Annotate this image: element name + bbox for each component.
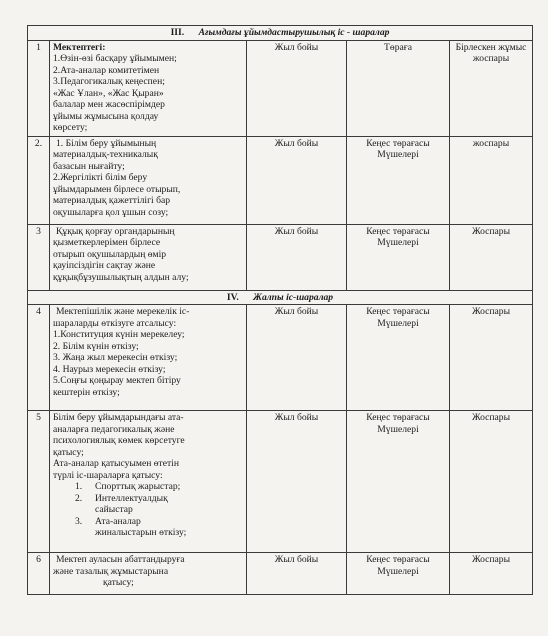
activity-line: қауіпсіздігін сақтау және <box>53 260 156 271</box>
activity-line: Құқық қорғау органдарының <box>56 225 175 237</box>
row-number: 5 <box>28 411 50 553</box>
table-row <box>28 305 533 411</box>
activity-line: 2. Білім күнін өткізу; <box>53 340 139 352</box>
note-cell: Жоспары <box>450 305 533 411</box>
responsible-line: Кеңес төрағасы <box>366 554 430 565</box>
list-item-text: жиналыстарын өткізу; <box>95 527 187 538</box>
responsible-line: Кеңес төрағасы <box>366 137 430 149</box>
activity-line: базасын нығайту; <box>53 160 125 172</box>
participation-list <box>53 481 243 539</box>
section-number: III. <box>170 27 185 38</box>
activity-line: аналарға педагогикалық және <box>53 423 175 435</box>
responsible-line: Мүшелері <box>377 423 419 435</box>
time-cell: Жыл бойы <box>247 305 347 411</box>
activity-line: түрлі іс-шараларға қатысу: <box>53 469 163 481</box>
note-cell: Жоспары <box>450 411 533 553</box>
activity-line: 1. Білім беру ұйымының <box>56 137 157 149</box>
note-line: Бірлескен жұмыс <box>455 41 527 53</box>
responsible-line: Мүшелері <box>377 149 419 160</box>
responsible-line: Кеңес төрағасы <box>366 225 430 237</box>
responsible-line: Кеңес төрағасы <box>366 306 430 317</box>
time-cell: Жыл бойы <box>247 224 347 290</box>
section-header-iii <box>28 26 533 41</box>
activity-line: Мектепішілік және мерекелік іс- <box>56 306 190 317</box>
responsible-cell <box>347 224 450 290</box>
activity-cell <box>50 305 247 411</box>
row-number: 3 <box>28 224 50 290</box>
activity-line: «Жас Ұлан», «Жас Қыран» <box>53 87 164 99</box>
activity-line: Ата-аналар қатысуымен өтетін <box>53 458 179 469</box>
activity-line: көрсету; <box>53 122 88 133</box>
activity-heading: Мектептегі: <box>53 41 106 53</box>
activity-cell <box>50 411 247 553</box>
table-row <box>28 40 533 136</box>
note-cell: Жоспары <box>450 553 533 595</box>
section-header-cell <box>28 290 533 305</box>
time-cell: Жыл бойы <box>247 411 347 553</box>
row-number: 1 <box>28 40 50 136</box>
activity-line: материалдық қажеттілігі бар <box>53 195 171 206</box>
activity-line: 3. Жаңа жыл мерекесін өткізу; <box>53 352 178 363</box>
activity-line: 3.Педагогикалық кеңеспен; <box>53 76 165 87</box>
activity-line: Мектеп ауласын абаттандыруға <box>56 554 185 565</box>
activity-line: 1.Конституция күнін мерекелеу; <box>53 329 185 340</box>
responsible-cell <box>347 305 450 411</box>
responsible-cell <box>347 553 450 595</box>
table-row <box>28 136 533 224</box>
activity-line: ұйымы жұмысына қолдау <box>53 110 159 122</box>
activity-line: 1.Өзін-өзі басқару ұйымымен; <box>53 53 177 64</box>
time-cell: Жыл бойы <box>247 40 347 136</box>
section-title: Ағымдағы ұйымдастырушылық іс - шаралар <box>198 27 390 38</box>
note-cell <box>450 40 533 136</box>
list-item-number: 1. <box>75 481 83 492</box>
activity-line: кештерін өткізу; <box>53 386 120 398</box>
time-cell: Жыл бойы <box>247 136 347 224</box>
responsible-line: Мүшелері <box>377 317 419 329</box>
activity-cell <box>50 136 247 224</box>
activity-line: ұйымдарымен бірлесе отырып, <box>53 183 181 195</box>
list-item-text: сайыстар <box>95 504 133 515</box>
activity-cell <box>50 553 247 595</box>
activity-line: қатысу; <box>103 577 134 588</box>
activity-line: шараларды өткізуге атсалысу: <box>53 317 177 329</box>
list-item <box>75 516 243 539</box>
section-title: Жалпы іс-шаралар <box>253 291 334 303</box>
responsible-cell <box>347 136 450 224</box>
note-line: жоспары <box>472 53 510 64</box>
list-item-text: Интеллектуалдық <box>95 492 168 504</box>
row-number: 4 <box>28 305 50 411</box>
activity-line: қызметкерлерімен бірлесе <box>53 237 161 248</box>
activity-line: отырып оқушылардың өмір <box>53 248 167 260</box>
note-cell: Жоспары <box>450 224 533 290</box>
activity-line: материалдық-техникалық <box>53 149 158 160</box>
activity-line: 4. Наурыз мерекесін өткізу; <box>53 363 166 375</box>
list-item <box>75 481 243 493</box>
list-item-number: 3. <box>75 515 83 527</box>
activity-cell <box>50 40 247 136</box>
table-row <box>28 553 533 595</box>
activity-line: 2.Ата-аналар комитетімен <box>53 64 160 76</box>
table-row <box>28 411 533 553</box>
list-item-text: Ата-аналар <box>95 515 141 527</box>
activity-line: қатысу; <box>53 446 84 458</box>
activity-line: Білім беру ұйымдарындағы ата- <box>53 412 184 423</box>
activity-line: 5.Соңғы қоңырау мектеп бітіру <box>53 375 181 386</box>
responsible-line: Мүшелері <box>377 237 419 248</box>
list-item <box>75 493 243 516</box>
responsible-cell <box>347 411 450 553</box>
plan-table <box>27 25 533 595</box>
activity-line: 2.Жергілікті білім беру <box>53 172 148 183</box>
activity-cell <box>50 224 247 290</box>
responsible-line: Мүшелері <box>377 565 419 577</box>
activity-line: оқушыларға қол ұшын созу; <box>53 206 169 218</box>
activity-line: және тазалық жұмыстарына <box>53 565 169 577</box>
activity-line: балалар мен жасөспірімдер <box>53 99 165 110</box>
responsible-cell: Төраға <box>347 40 450 136</box>
section-header-iv <box>28 290 533 305</box>
table-row <box>28 224 533 290</box>
note-cell: жоспары <box>450 136 533 224</box>
list-item-number: 2. <box>75 492 83 504</box>
activity-line: құқықбұзушылықтың алдын алу; <box>53 271 189 283</box>
row-number: 6 <box>28 553 50 595</box>
responsible-line: Кеңес төрағасы <box>366 412 430 423</box>
section-header-cell <box>28 26 533 41</box>
time-cell: Жыл бойы <box>247 553 347 595</box>
section-number: IV. <box>226 291 239 303</box>
row-number: 2. <box>28 136 50 224</box>
activity-line: психологиялық көмек көрсетуге <box>53 435 185 446</box>
list-item-text: Спорттық жарыстар; <box>95 481 181 492</box>
